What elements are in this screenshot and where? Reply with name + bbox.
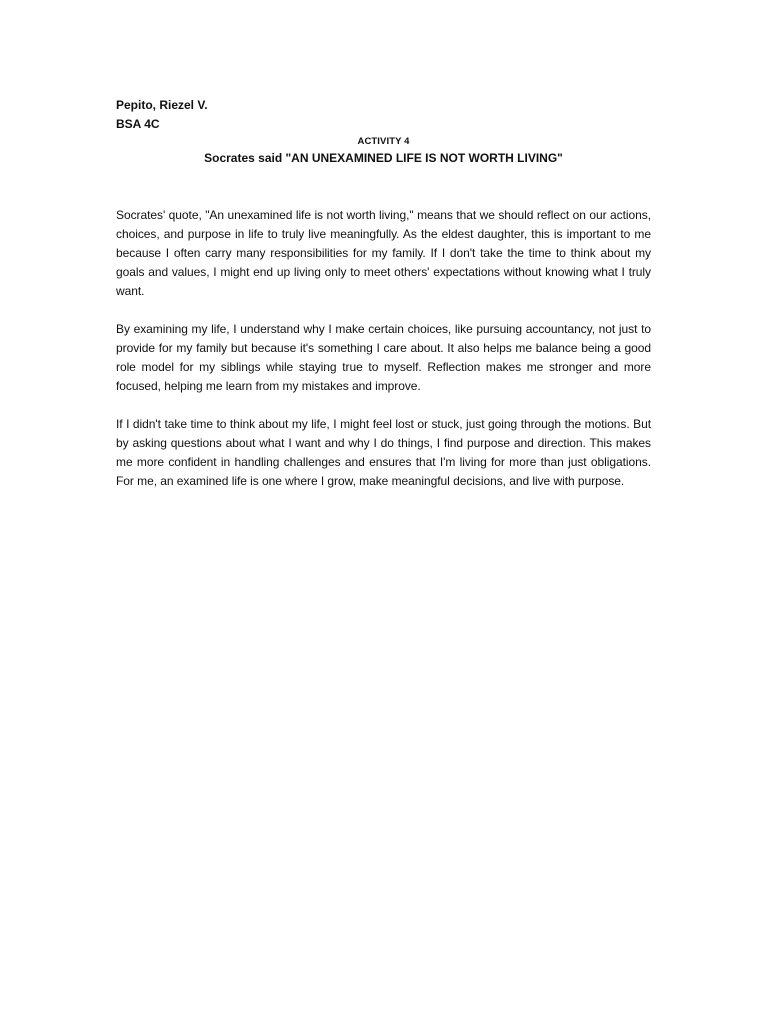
paragraph-2: By examining my life, I understand why I make certain choices, like pursuing accountancy, not just to provide for my family but because it's something I care about. It also helps me balance being a good role model for my siblings while staying true to myself. Reflection makes me stronger and more focused, helping me learn from my mistakes and improve. [116,322,651,393]
activity-label: ACTIVITY 4 [357,136,410,147]
document-title: Socrates said "AN UNEXAMINED LIFE IS NOT WORTH LIVING" [204,151,563,165]
body-text [116,206,651,491]
document-content [116,96,651,510]
paragraph-1: Socrates' quote, "An unexamined life is not worth living," means that we should reflect on our actions, choices, and purpose in life to truly live meaningfully. As the eldest daughter, this is important to me because I often carry many responsibilities for my family. If I don't take the time to think about my goals and values, I might end up living only to meet others' expectations without knowing what I truly want. [116,208,651,298]
paragraph-3: If I didn't take time to think about my life, I might feel lost or stuck, just going through the motions. But by asking questions about what I want and why I do things, I find purpose and direction. This makes me more confident in handling challenges and ensures that I'm living for more than just obligations. For me, an examined life is one where I grow, make meaningful decisions, and live with purpose. [116,417,651,488]
student-section: BSA 4C [116,117,160,131]
student-name: Pepito, Riezel V. [116,98,208,112]
